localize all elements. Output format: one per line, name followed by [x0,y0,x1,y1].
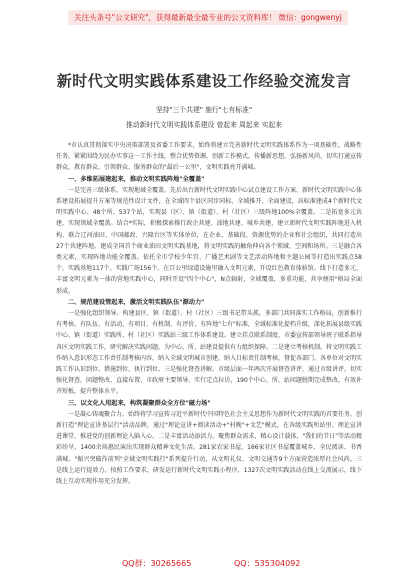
paragraph: 一是强化组织领导。构建县区、镇（街道）、村（社区）三级书记带头抓，多部门共同落实工作格局，创新推行有考核、有队伍、有活动、有项目、有机制、有评价、有阵地"七有"标准，全域标准化提档升级，深化拓展县级实践中心、镇（街道）实践所、村（社区）实践站三级工作体系建设。建立挂点联系制度，市委宣传部领导班子联系指导各区文明实践工作，研究解决实践问题，为中心、所、站建设提供有力组织保障。二是建立考核机制。将文明实践工作纳入意识形态工作责任制考核内容，纳入全域文明城市创建，纳入目标责任制考核，督促各部门、各单位对文明实践工作认识到位、措施到位、执行到位。三是强化督查讲解。市级层面一年两次开展督查讲评，通过市级讲评，切实强化督查，问题整改，直接布置、市政府主要领导、实行定点拉访，190个中心、所、站问题脱期完成整改，有效补齐短板，提升整体水平。 [56,310,363,396]
page-title: 新时代文明实践体系建设工作经验交流发言 [56,72,352,90]
qq-number: QQ：535304092 [234,559,301,568]
promo-banner: 关注头条号"公文研究"，获得最新最全最专业的公文资料库！ 微信：gongwenyj [68,10,348,25]
section-heading: 二、规范建设管起来，激活文明实践队伍"源动力" [68,298,205,306]
qq-group: QQ群：30265665 [122,559,192,568]
paragraph: *市认真贯彻落实中央决策部署及省委工作要求，始终将建立完善新时代文明实践体系作为一项基础性、战略性任务，紧紧围绕为民办实事这一工作主线，整合优势资源，创新工作模式，传播新思想，弘扬新风尚，切实打通宣传群众、教育群众、引领群众、服务群众的"最后一公里"，文明实践亮开满城。 [56,142,363,172]
paragraph: 一是完善三级体系，实现地域全覆盖。先后出台新时代文明实践中心试点建设工作方案、新时代文明实践中心体系建设拓展提升方案等规范性设计文件，在全域四个县区同步同标、全域推开、全面建设，高标准建成4个新时代文明实践中心、48个所、537个站，实现县（区）、镇（街道）、村（社区）三级阵地100%全覆盖。二是拓宽多元共建，实现领域全覆盖。结合*实际，积极探索推行政企共建、油地共建、城乡共建，建立新时代文明实践阵地进入机构、联合辽河油田、中国邮政、兴隆台区等实体单位，在企业、基础段、资源优势的企业和社会组织，共同打造出27个共建阵地，建成全国首个商业油田文明实践基地，将文明实践的触角伸向各个领域、空间和场所。三是融合各类元素，实现阵地功能全覆盖。依托全市学校少年宫、广播艺术剧等文艺活动阵地和主题公园等打造出实践点58个，实践基地117个、实践广场156个。在百公里绿道设施里融入文明元素，开设红色教育体验馆。线下打造多元、丰富文明元素为一体的营地实践中心，同时开设"四个中心"，N点辐射，全域覆盖，多重功能，共享便用"格局全面形成。 [56,186,363,295]
byline: 推动新时代文明实践体系建设 曾起来 周起来 实起来 [125,121,282,129]
subtitle: 坚持"三个共建" 施行"七有标准" [155,106,253,114]
paragraph: 一是凝心铸魂聚合力。始终将学习宣传习近平新时代中国特色社会主义思想作为新时代文明实践的首要任务，创新打造"理论宣讲基层行"活动品牌，通过"理论宣讲+阅读活动+"村晚"+文艺"模式，在各级实践所站里、理论宣讲进课堂、推进党的创新理论入脑入心，二是丰富活动添活力。聚焦群众需求，精心设计载体，"我们的节日"等活动精彩纷呈，1400余场惠民演出实现群众精神文化生活。281家农家书屋、166家社区书屋覆盖城乡，全民阅读、书香满城。"振兴突破作前列"全域文明实践行"系列提升行动，从文明礼仪、文明交通等9个方面营造浓厚社会风尚。三是线上运行提效力。按照工作要求，研发运行新时代文明实践小程序，1327次文明实践活动在线上交流展示，线下线上互动实现作用充分发挥。 [56,410,363,486]
section-heading: 一、多维拓展建起来，推动文明实践阵地"全覆盖" [68,175,205,183]
footer-contact [64,558,354,572]
section-heading: 三、以文化人用起来，构筑凝聚群众全方位"磁力场" [68,399,211,407]
article-body [56,140,362,487]
